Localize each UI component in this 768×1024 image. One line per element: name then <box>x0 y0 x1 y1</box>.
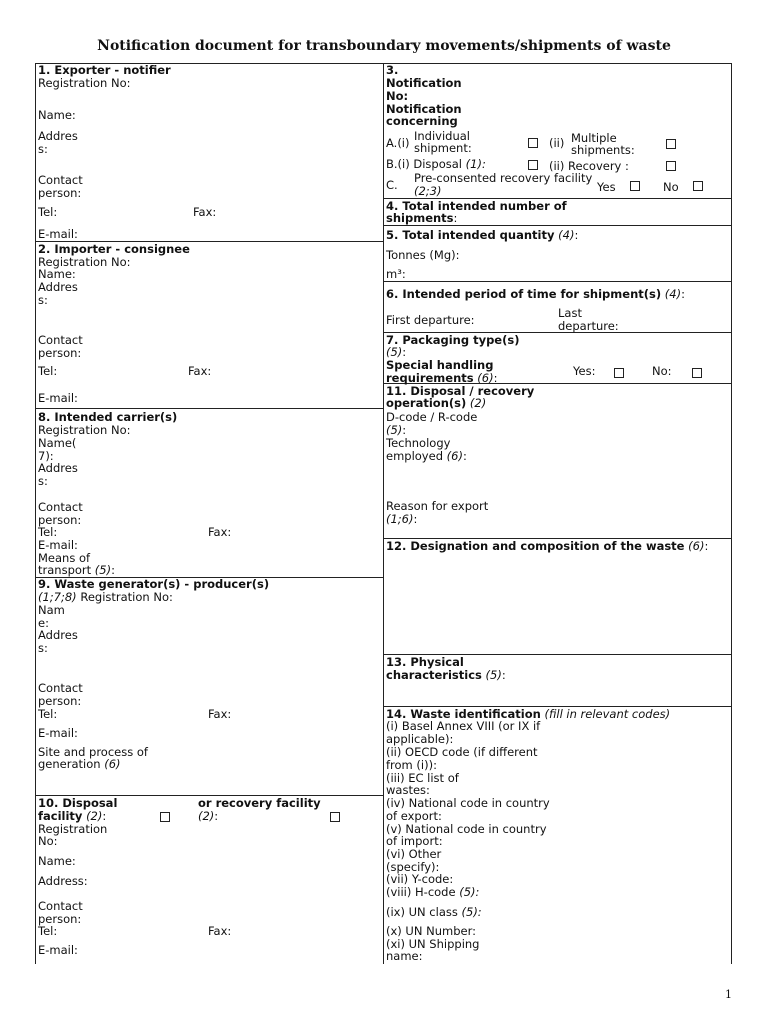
carrier-tel-label: Tel: <box>38 525 58 539</box>
exporter-registration-label: Registration No: <box>38 76 131 90</box>
basel-code-label-2: applicable): <box>386 732 454 746</box>
national-export-label-2: of export: <box>386 809 442 823</box>
carrier-contact-label-2: person: <box>38 513 82 527</box>
facility-tel-label: Tel: <box>38 924 58 938</box>
option-c-label: C. <box>386 178 398 192</box>
facility-contact-label-1: Contact <box>38 899 83 913</box>
h-code-label: (viii) H-code (5): <box>386 885 480 899</box>
basel-code-label-1: (i) Basel Annex VIII (or IX if <box>386 719 541 733</box>
exporter-email-label: E-mail: <box>38 227 78 241</box>
reason-export-label-1: Reason for export <box>386 499 489 513</box>
generator-site-label-2: generation (6) <box>38 757 121 771</box>
carrier-means-label-1: Means of <box>38 551 91 565</box>
generator-contact-label-2: person: <box>38 694 82 708</box>
facility-registration-label-1: Registration <box>38 822 108 836</box>
recovery-checkbox[interactable] <box>666 161 676 171</box>
dr-code-label-1: D-code / R-code <box>386 410 478 424</box>
generator-registration-label: (1;7;8) Registration No: <box>38 590 173 604</box>
physical-heading-1: 13. Physical <box>386 655 464 669</box>
carrier-name-label-2: 7): <box>38 449 54 463</box>
importer-contact-label-1: Contact <box>38 333 83 347</box>
carrier-means-label-2: transport (5): <box>38 563 115 577</box>
special-handling-yes-label: Yes: <box>573 364 596 378</box>
document-title: Notification document for transboundary movements/shipments of waste <box>97 38 671 54</box>
facility-address-label: Address: <box>38 874 88 888</box>
exporter-tel-label: Tel: <box>38 205 58 219</box>
carrier-registration-label: Registration No: <box>38 423 131 437</box>
generator-fax-label: Fax: <box>208 707 232 721</box>
shipments-heading-2: shipments: <box>386 211 458 225</box>
multiple-shipments-label-2: shipments: <box>571 143 635 157</box>
importer-address-label-1: Addres <box>38 280 78 294</box>
generator-tel-label: Tel: <box>38 707 58 721</box>
exporter-name-label: Name: <box>38 108 76 122</box>
operations-heading-1: 11. Disposal / recovery <box>386 384 535 398</box>
un-class-label: (ix) UN class (5): <box>386 905 482 919</box>
waste-id-heading: 14. Waste identification (fill in relevant codes) <box>386 707 671 721</box>
notification-heading-2: Notification <box>386 76 462 90</box>
national-import-label-2: of import: <box>386 834 443 848</box>
facility-fax-label: Fax: <box>208 924 232 938</box>
period-heading: 6. Intended period of time for shipment(s) (4): <box>386 287 685 301</box>
recovery-facility-heading: or recovery facility <box>198 796 321 810</box>
importer-registration-label: Registration No: <box>38 255 131 269</box>
generator-address-label-1: Addres <box>38 628 78 642</box>
other-code-label-2: (specify): <box>386 860 440 874</box>
cubic-metres-label: m³: <box>386 267 406 281</box>
notification-concerning-2: concerning <box>386 114 458 128</box>
national-import-label-1: (v) National code in country <box>386 822 547 836</box>
divider-s4-s5 <box>383 225 732 226</box>
importer-name-label: Name: <box>38 267 76 281</box>
facility-heading-2: facility (2): <box>38 809 107 823</box>
un-shipping-name-label-1: (xi) UN Shipping <box>386 937 480 951</box>
disposal-checkbox[interactable] <box>528 160 538 170</box>
option-b-label: B.(i) Disposal (1): <box>386 157 486 171</box>
last-departure-label-1: Last <box>558 306 582 320</box>
facility-registration-label-2: No: <box>38 834 58 848</box>
dr-code-label-2: (5): <box>386 423 407 437</box>
option-b-ii-label: (ii) Recovery : <box>549 159 629 173</box>
y-code-label: (vii) Y-code: <box>386 872 454 886</box>
special-handling-label-2: requirements (6): <box>386 371 498 385</box>
preconsented-yes-checkbox[interactable] <box>630 181 640 191</box>
special-handling-yes-checkbox[interactable] <box>614 368 624 378</box>
divider-s5-s6 <box>383 281 732 282</box>
generator-contact-label-1: Contact <box>38 681 83 695</box>
preconsented-no-label: No <box>663 180 679 194</box>
preconsented-no-checkbox[interactable] <box>693 181 703 191</box>
carrier-email-label: E-mail: <box>38 538 78 552</box>
multiple-shipments-checkbox[interactable] <box>666 139 676 149</box>
option-a-ii-label: (ii) <box>549 136 565 150</box>
disposal-facility-checkbox[interactable] <box>160 812 170 822</box>
carrier-address-label-1: Addres <box>38 461 78 475</box>
notification-concerning-1: Notification <box>386 102 462 116</box>
option-a-label: A.(i) <box>386 136 410 150</box>
facility-contact-label-2: person: <box>38 912 82 926</box>
facility-heading-1: 10. Disposal <box>38 796 118 810</box>
individual-shipment-label-2: shipment: <box>414 141 472 155</box>
packaging-ref: (5): <box>386 345 407 359</box>
exporter-heading: 1. Exporter - notifier <box>38 63 171 77</box>
exporter-contact-label-2: person: <box>38 186 82 200</box>
recovery-facility-ref: (2): <box>198 809 219 823</box>
generator-name-label-2: e: <box>38 616 49 630</box>
national-export-label-1: (iv) National code in country <box>386 796 550 810</box>
generator-address-label-2: s: <box>38 641 48 655</box>
importer-tel-label: Tel: <box>38 364 58 378</box>
technology-label-2: employed (6): <box>386 449 467 463</box>
individual-shipment-checkbox[interactable] <box>528 138 538 148</box>
generator-heading: 9. Waste generator(s) - producer(s) <box>38 577 270 591</box>
special-handling-no-label: No: <box>652 364 672 378</box>
oecd-code-label-2: from (i)): <box>386 758 437 772</box>
facility-name-label: Name: <box>38 854 76 868</box>
preconsented-yes-label: Yes <box>597 180 616 194</box>
carrier-name-label-1: Name( <box>38 436 77 450</box>
individual-shipment-label-1: Individual <box>414 129 471 143</box>
generator-email-label: E-mail: <box>38 726 78 740</box>
notification-number-label: No: <box>386 89 409 103</box>
exporter-contact-label-1: Contact <box>38 173 83 187</box>
special-handling-label-1: Special handling <box>386 358 494 372</box>
quantity-heading: 5. Total intended quantity (4): <box>386 228 579 242</box>
carrier-address-label-2: s: <box>38 474 48 488</box>
carrier-contact-label-1: Contact <box>38 500 83 514</box>
multiple-shipments-label-1: Multiple <box>571 131 617 145</box>
recovery-facility-checkbox[interactable] <box>330 812 340 822</box>
generator-site-label-1: Site and process of <box>38 745 148 759</box>
preconsented-label-1: Pre-consented recovery facility <box>414 171 593 185</box>
oecd-code-label-1: (ii) OECD code (if different <box>386 745 538 759</box>
importer-email-label: E-mail: <box>38 391 78 405</box>
tonnes-label: Tonnes (Mg): <box>386 248 460 262</box>
designation-heading: 12. Designation and composition of the waste (6): <box>386 539 709 553</box>
importer-heading: 2. Importer - consignee <box>38 242 190 256</box>
un-shipping-name-label-2: name: <box>386 949 423 963</box>
divider-s2-s8 <box>35 408 383 409</box>
shipments-heading-1: 4. Total intended number of <box>386 199 567 213</box>
other-code-label-1: (vi) Other <box>386 847 442 861</box>
page-number: 1 <box>725 988 732 1001</box>
exporter-address-label-2: s: <box>38 142 48 156</box>
exporter-fax-label: Fax: <box>193 205 217 219</box>
operations-heading-2: operation(s) (2) <box>386 396 487 410</box>
special-handling-no-checkbox[interactable] <box>692 368 702 378</box>
exporter-address-label-1: Addres <box>38 129 78 143</box>
importer-address-label-2: s: <box>38 293 48 307</box>
packaging-heading: 7. Packaging type(s) <box>386 333 520 347</box>
technology-label-1: Technology <box>386 436 451 450</box>
first-departure-label: First departure: <box>386 313 475 327</box>
ec-list-label-1: (iii) EC list of <box>386 771 459 785</box>
carrier-fax-label: Fax: <box>208 525 232 539</box>
importer-fax-label: Fax: <box>188 364 212 378</box>
importer-contact-label-2: person: <box>38 346 82 360</box>
un-number-label: (x) UN Number: <box>386 924 476 938</box>
reason-export-label-2: (1;6): <box>386 512 418 526</box>
last-departure-label-2: departure: <box>558 319 619 333</box>
carrier-heading: 8. Intended carrier(s) <box>38 410 178 424</box>
generator-name-label-1: Nam <box>38 603 65 617</box>
preconsented-label-2: (2;3) <box>414 184 442 198</box>
physical-heading-2: characteristics (5): <box>386 668 506 682</box>
ec-list-label-2: wastes: <box>386 783 430 797</box>
notification-heading-1: 3. <box>386 63 399 77</box>
facility-email-label: E-mail: <box>38 943 78 957</box>
